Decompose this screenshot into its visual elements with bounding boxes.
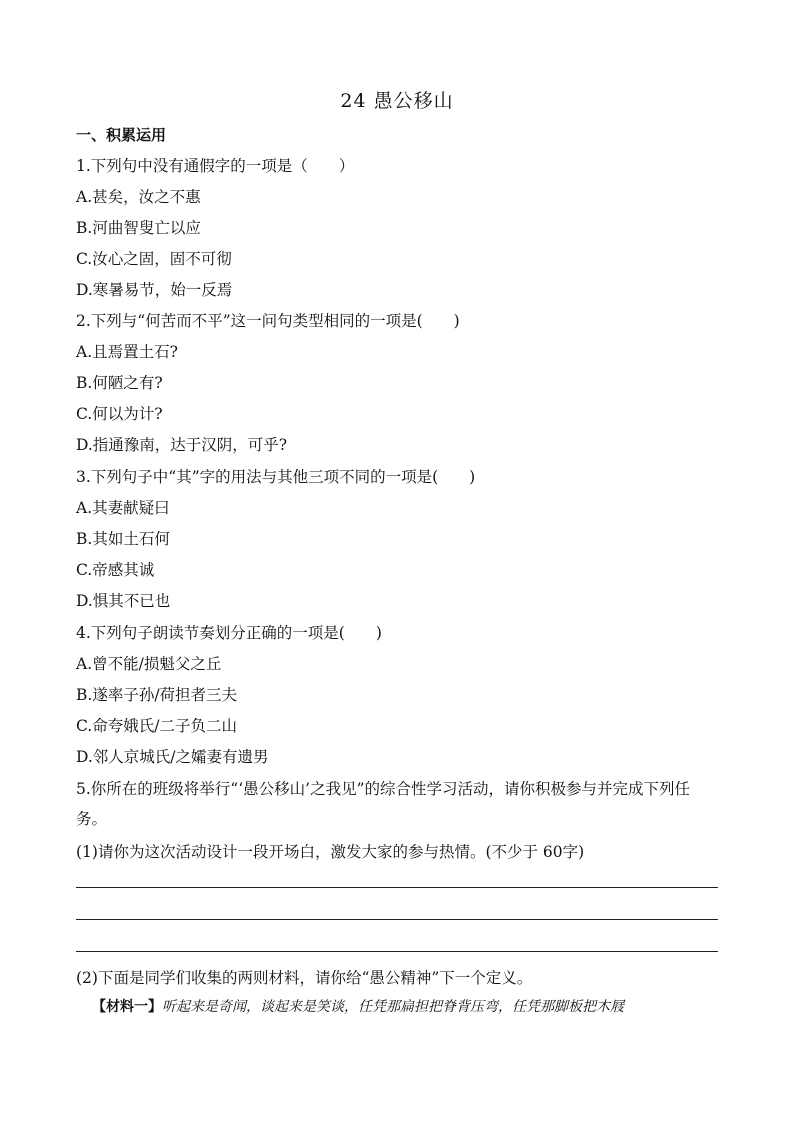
question-4-stem: 4.下列句子朗读节奏划分正确的一项是( ) <box>76 624 382 642</box>
question-4-option-c: C.命夸娥氏/二子负二山 <box>76 717 237 735</box>
question-3-option-c: C.帝感其诚 <box>76 561 155 579</box>
page-title: 24 愚公移山 <box>340 90 454 112</box>
question-4-option-b: B.遂率子孙/荷担者三夫 <box>76 686 238 704</box>
question-2-option-b: B.何陋之有? <box>76 374 163 392</box>
question-1-option-d: D.寒暑易节，始一反焉 <box>76 281 233 299</box>
question-3-option-a: A.其妻献疑曰 <box>76 499 170 517</box>
question-5-stem: 5.你所在的班级将举行“‘愚公移山’之我见”的综合性学习活动，请你积极参与并完成下列任务。 <box>76 780 690 828</box>
question-1-option-a: A.甚矣，汝之不惠 <box>76 188 201 206</box>
question-5-sub-2: (2)下面是同学们收集的两则材料，请你给“愚公精神”下一个定义。 <box>76 969 533 987</box>
material-label: 【材料一】 <box>92 999 162 1015</box>
question-1-option-c: C.汝心之固，固不可彻 <box>76 250 232 268</box>
question-2-option-a: A.且焉置土石? <box>76 343 178 361</box>
question-4-option-d: D.邻人京城氏/之孀妻有遗男 <box>76 748 269 766</box>
question-3-stem: 3.下列句子中“其”字的用法与其他三项不同的一项是( ) <box>76 468 476 486</box>
question-4-option-a: A.曾不能/损魁父之丘 <box>76 655 222 673</box>
answer-line-1 <box>76 887 718 888</box>
material-text: 听起来是奇闻，谈起来是笑谈，任凭那扁担把脊背压弯，任凭那脚板把木屐 <box>162 999 624 1015</box>
answer-line-2 <box>76 919 718 920</box>
question-2-stem: 2.下列与“何苦而不平”这一问句类型相同的一项是( ) <box>76 312 460 330</box>
answer-line-3 <box>76 951 718 952</box>
question-1-stem: 1.下列句中没有通假字的一项是（ ） <box>76 157 355 175</box>
question-5-sub-1: (1)请你为这次活动设计一段开场白，激发大家的参与热情。(不少于 60字) <box>76 843 585 861</box>
question-3-option-b: B.其如土石何 <box>76 530 170 548</box>
question-2-option-c: C.何以为计? <box>76 405 163 423</box>
question-1-option-b: B.河曲智叟亡以应 <box>76 219 201 237</box>
section-heading: 一、积累运用 <box>76 126 167 144</box>
question-2-option-d: D.指通豫南，达于汉阴，可乎? <box>76 436 288 454</box>
material-one <box>92 996 624 1016</box>
question-3-option-d: D.惧其不已也 <box>76 592 171 610</box>
